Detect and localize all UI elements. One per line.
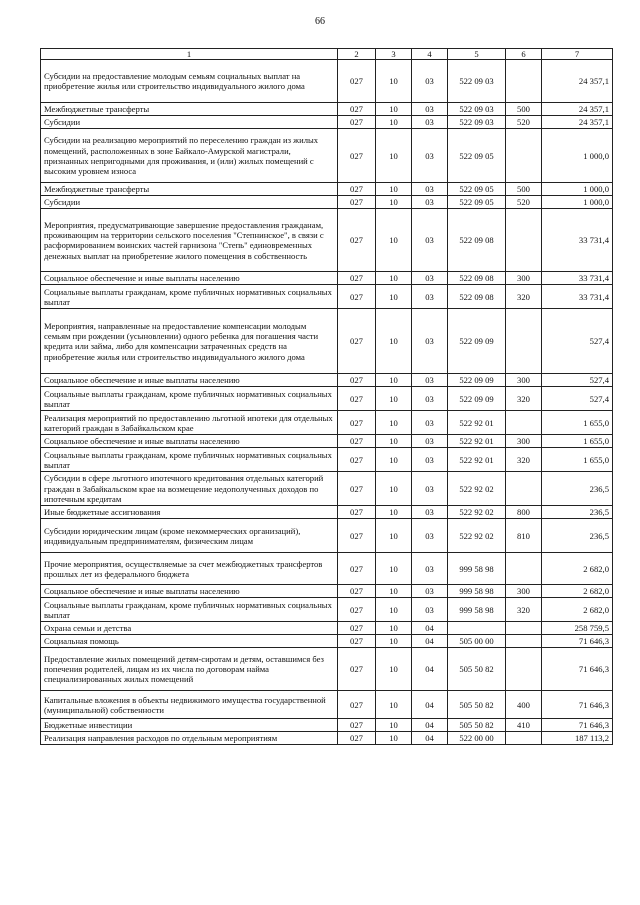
section-code: 10 <box>376 553 412 585</box>
expense-type-code: 300 <box>506 585 542 598</box>
expense-type-code <box>506 732 542 745</box>
target-item-code: 522 09 05 <box>448 129 506 183</box>
subsection-code: 03 <box>412 598 448 622</box>
target-item-code: 999 58 98 <box>448 585 506 598</box>
amount: 1 655,0 <box>542 448 613 472</box>
section-code: 10 <box>376 116 412 129</box>
chief-admin-code: 027 <box>338 719 376 732</box>
row-name: Социальная помощь <box>41 635 338 648</box>
table-row <box>41 622 613 635</box>
table-row <box>41 129 613 183</box>
target-item-code: 522 92 02 <box>448 472 506 506</box>
table-row <box>41 374 613 387</box>
target-item-code: 522 09 05 <box>448 183 506 196</box>
section-code: 10 <box>376 472 412 506</box>
subsection-code: 03 <box>412 387 448 411</box>
section-code: 10 <box>376 209 412 272</box>
table-row <box>41 387 613 411</box>
amount: 2 682,0 <box>542 553 613 585</box>
amount: 1 000,0 <box>542 196 613 209</box>
section-code: 10 <box>376 585 412 598</box>
subsection-code: 04 <box>412 635 448 648</box>
chief-admin-code: 027 <box>338 183 376 196</box>
column-header: 5 <box>448 49 506 60</box>
row-name: Прочие мероприятия, осуществляемые за счет межбюджетных трансфертов прошлых лет из федерального бюджета <box>41 553 338 585</box>
section-code: 10 <box>376 598 412 622</box>
chief-admin-code: 027 <box>338 553 376 585</box>
expense-type-code: 500 <box>506 183 542 196</box>
row-name: Субсидии на реализацию мероприятий по переселению граждан из жилых помещений, расположенных в зоне Байкало-Амурской магистрали, признанных непригодными для проживания, и (или) жилых помещений с высоким уровнем износа <box>41 129 338 183</box>
row-name: Социальные выплаты гражданам, кроме публичных нормативных социальных выплат <box>41 387 338 411</box>
table-row <box>41 635 613 648</box>
subsection-code: 04 <box>412 648 448 691</box>
section-code: 10 <box>376 196 412 209</box>
expense-type-code <box>506 648 542 691</box>
column-header: 2 <box>338 49 376 60</box>
row-name: Предоставление жилых помещений детям-сиротам и детям, оставшимся без попечения родителей, лицам из их числа по договорам найма специализированных жилых помещений <box>41 648 338 691</box>
expense-type-code: 300 <box>506 272 542 285</box>
row-name: Межбюджетные трансферты <box>41 103 338 116</box>
amount: 24 357,1 <box>542 60 613 103</box>
expense-type-code: 320 <box>506 285 542 309</box>
row-name: Субсидии в сфере льготного ипотечного кредитования отдельных категорий граждан в Забайкальском крае на возмещение недополученных доходов по ипотечным кредитам <box>41 472 338 506</box>
target-item-code: 522 09 09 <box>448 374 506 387</box>
expense-type-code: 410 <box>506 719 542 732</box>
target-item-code: 522 09 03 <box>448 103 506 116</box>
table-row <box>41 209 613 272</box>
row-name: Социальное обеспечение и иные выплаты населению <box>41 374 338 387</box>
chief-admin-code: 027 <box>338 387 376 411</box>
row-name: Субсидии на предоставление молодым семьям социальных выплат на приобретение жилья или строительство индивидуального жилого дома <box>41 60 338 103</box>
target-item-code: 999 58 98 <box>448 598 506 622</box>
section-code: 10 <box>376 411 412 435</box>
section-code: 10 <box>376 103 412 116</box>
amount: 258 759,5 <box>542 622 613 635</box>
row-name: Социальные выплаты гражданам, кроме публичных нормативных социальных выплат <box>41 598 338 622</box>
subsection-code: 03 <box>412 116 448 129</box>
row-name: Социальные выплаты гражданам, кроме публичных нормативных социальных выплат <box>41 448 338 472</box>
chief-admin-code: 027 <box>338 103 376 116</box>
expense-type-code <box>506 553 542 585</box>
row-name: Реализация мероприятий по предоставлению льготной ипотеки для отдельных категорий граждан в Забайкальском крае <box>41 411 338 435</box>
target-item-code: 522 92 01 <box>448 435 506 448</box>
expense-type-code <box>506 209 542 272</box>
table-header-row <box>41 49 613 60</box>
subsection-code: 03 <box>412 196 448 209</box>
subsection-code: 03 <box>412 506 448 519</box>
subsection-code: 03 <box>412 553 448 585</box>
amount: 24 357,1 <box>542 116 613 129</box>
section-code: 10 <box>376 374 412 387</box>
target-item-code: 522 92 01 <box>448 448 506 472</box>
table-row <box>41 309 613 374</box>
target-item-code: 522 09 09 <box>448 387 506 411</box>
row-name: Социальное обеспечение и иные выплаты населению <box>41 272 338 285</box>
chief-admin-code: 027 <box>338 691 376 719</box>
table-row <box>41 103 613 116</box>
amount: 1 655,0 <box>542 411 613 435</box>
amount: 33 731,4 <box>542 285 613 309</box>
expense-type-code: 400 <box>506 691 542 719</box>
section-code: 10 <box>376 60 412 103</box>
expense-type-code: 520 <box>506 196 542 209</box>
table-row <box>41 472 613 506</box>
row-name: Субсидии <box>41 116 338 129</box>
row-name: Субсидии <box>41 196 338 209</box>
row-name: Реализация направления расходов по отдельным мероприятиям <box>41 732 338 745</box>
section-code: 10 <box>376 719 412 732</box>
chief-admin-code: 027 <box>338 309 376 374</box>
amount: 236,5 <box>542 519 613 553</box>
target-item-code: 522 09 09 <box>448 309 506 374</box>
expense-type-code: 320 <box>506 598 542 622</box>
row-name: Капитальные вложения в объекты недвижимого имущества государственной (муниципальной) собственности <box>41 691 338 719</box>
target-item-code: 522 92 02 <box>448 506 506 519</box>
target-item-code: 522 09 05 <box>448 196 506 209</box>
expense-type-code <box>506 60 542 103</box>
table-row <box>41 285 613 309</box>
subsection-code: 03 <box>412 272 448 285</box>
section-code: 10 <box>376 448 412 472</box>
chief-admin-code: 027 <box>338 209 376 272</box>
amount: 1 655,0 <box>542 435 613 448</box>
subsection-code: 03 <box>412 103 448 116</box>
subsection-code: 04 <box>412 691 448 719</box>
table-row <box>41 719 613 732</box>
column-header: 3 <box>376 49 412 60</box>
expense-type-code: 320 <box>506 387 542 411</box>
amount: 187 113,2 <box>542 732 613 745</box>
table-row <box>41 196 613 209</box>
row-name: Мероприятия, направленные на предоставление компенсации молодым семьям при рождении (усыновлении) одного ребенка для погашения части кредита или займа, либо для компенсации затраченных средств на приобретение жилья или строительство индивидуального жилого дома <box>41 309 338 374</box>
expense-type-code: 520 <box>506 116 542 129</box>
expense-type-code: 500 <box>506 103 542 116</box>
section-code: 10 <box>376 129 412 183</box>
chief-admin-code: 027 <box>338 116 376 129</box>
target-item-code: 505 50 82 <box>448 648 506 691</box>
subsection-code: 04 <box>412 732 448 745</box>
amount: 33 731,4 <box>542 209 613 272</box>
amount: 1 000,0 <box>542 129 613 183</box>
table-row <box>41 506 613 519</box>
target-item-code: 999 58 98 <box>448 553 506 585</box>
chief-admin-code: 027 <box>338 732 376 745</box>
section-code: 10 <box>376 691 412 719</box>
page-number: 66 <box>315 16 325 27</box>
amount: 527,4 <box>542 387 613 411</box>
row-name: Охрана семьи и детства <box>41 622 338 635</box>
section-code: 10 <box>376 272 412 285</box>
chief-admin-code: 027 <box>338 196 376 209</box>
table-row <box>41 435 613 448</box>
subsection-code: 03 <box>412 129 448 183</box>
row-name: Иные бюджетные ассигнования <box>41 506 338 519</box>
chief-admin-code: 027 <box>338 272 376 285</box>
chief-admin-code: 027 <box>338 129 376 183</box>
expense-type-code <box>506 411 542 435</box>
section-code: 10 <box>376 648 412 691</box>
column-header: 4 <box>412 49 448 60</box>
target-item-code <box>448 622 506 635</box>
subsection-code: 03 <box>412 183 448 196</box>
chief-admin-code: 027 <box>338 285 376 309</box>
table-row <box>41 448 613 472</box>
amount: 236,5 <box>542 506 613 519</box>
row-name: Межбюджетные трансферты <box>41 183 338 196</box>
expense-type-code <box>506 622 542 635</box>
section-code: 10 <box>376 506 412 519</box>
section-code: 10 <box>376 285 412 309</box>
amount: 24 357,1 <box>542 103 613 116</box>
target-item-code: 505 00 00 <box>448 635 506 648</box>
table-row <box>41 598 613 622</box>
subsection-code: 03 <box>412 519 448 553</box>
subsection-code: 03 <box>412 209 448 272</box>
expense-type-code <box>506 472 542 506</box>
subsection-code: 03 <box>412 285 448 309</box>
table-row <box>41 553 613 585</box>
chief-admin-code: 027 <box>338 60 376 103</box>
section-code: 10 <box>376 435 412 448</box>
table-row <box>41 116 613 129</box>
amount: 236,5 <box>542 472 613 506</box>
section-code: 10 <box>376 519 412 553</box>
expense-type-code <box>506 635 542 648</box>
chief-admin-code: 027 <box>338 598 376 622</box>
amount: 71 646,3 <box>542 719 613 732</box>
amount: 2 682,0 <box>542 585 613 598</box>
row-name: Социальное обеспечение и иные выплаты населению <box>41 435 338 448</box>
chief-admin-code: 027 <box>338 435 376 448</box>
target-item-code: 505 50 82 <box>448 719 506 732</box>
subsection-code: 03 <box>412 374 448 387</box>
subsection-code: 03 <box>412 448 448 472</box>
target-item-code: 522 92 01 <box>448 411 506 435</box>
target-item-code: 522 00 00 <box>448 732 506 745</box>
table-row <box>41 585 613 598</box>
column-header: 7 <box>542 49 613 60</box>
table-row <box>41 732 613 745</box>
budget-table <box>40 48 613 745</box>
chief-admin-code: 027 <box>338 506 376 519</box>
amount: 1 000,0 <box>542 183 613 196</box>
table-row <box>41 60 613 103</box>
chief-admin-code: 027 <box>338 374 376 387</box>
target-item-code: 522 09 08 <box>448 272 506 285</box>
target-item-code: 522 09 03 <box>448 60 506 103</box>
amount: 2 682,0 <box>542 598 613 622</box>
table-row <box>41 183 613 196</box>
table-row <box>41 691 613 719</box>
target-item-code: 522 09 03 <box>448 116 506 129</box>
subsection-code: 03 <box>412 585 448 598</box>
expense-type-code: 320 <box>506 448 542 472</box>
chief-admin-code: 027 <box>338 411 376 435</box>
row-name: Субсидии юридическим лицам (кроме некоммерческих организаций), индивидуальным предпринимателям, физическим лицам <box>41 519 338 553</box>
row-name: Мероприятия, предусматривающие завершение предоставления гражданам, проживающим на территории сельского поселения "Степнинское", в связи с расформированием воинских частей гарнизона "Степь" единовременных денежных выплат на приобретение жилого помещения в собственность <box>41 209 338 272</box>
amount: 71 646,3 <box>542 648 613 691</box>
expense-type-code: 800 <box>506 506 542 519</box>
subsection-code: 04 <box>412 719 448 732</box>
table-row <box>41 519 613 553</box>
section-code: 10 <box>376 732 412 745</box>
table-row <box>41 272 613 285</box>
expense-type-code: 810 <box>506 519 542 553</box>
amount: 527,4 <box>542 374 613 387</box>
column-header: 1 <box>41 49 338 60</box>
subsection-code: 03 <box>412 472 448 506</box>
chief-admin-code: 027 <box>338 519 376 553</box>
amount: 527,4 <box>542 309 613 374</box>
section-code: 10 <box>376 183 412 196</box>
section-code: 10 <box>376 635 412 648</box>
section-code: 10 <box>376 622 412 635</box>
section-code: 10 <box>376 309 412 374</box>
subsection-code: 03 <box>412 309 448 374</box>
chief-admin-code: 027 <box>338 448 376 472</box>
expense-type-code <box>506 309 542 374</box>
target-item-code: 522 09 08 <box>448 285 506 309</box>
amount: 71 646,3 <box>542 635 613 648</box>
chief-admin-code: 027 <box>338 585 376 598</box>
expense-type-code: 300 <box>506 374 542 387</box>
subsection-code: 04 <box>412 622 448 635</box>
expense-type-code: 300 <box>506 435 542 448</box>
target-item-code: 522 92 02 <box>448 519 506 553</box>
column-header: 6 <box>506 49 542 60</box>
row-name: Бюджетные инвестиции <box>41 719 338 732</box>
amount: 33 731,4 <box>542 272 613 285</box>
expense-type-code <box>506 129 542 183</box>
table-row <box>41 411 613 435</box>
row-name: Социальное обеспечение и иные выплаты населению <box>41 585 338 598</box>
amount: 71 646,3 <box>542 691 613 719</box>
target-item-code: 522 09 08 <box>448 209 506 272</box>
chief-admin-code: 027 <box>338 635 376 648</box>
table-row <box>41 648 613 691</box>
chief-admin-code: 027 <box>338 648 376 691</box>
subsection-code: 03 <box>412 435 448 448</box>
row-name: Социальные выплаты гражданам, кроме публичных нормативных социальных выплат <box>41 285 338 309</box>
section-code: 10 <box>376 387 412 411</box>
chief-admin-code: 027 <box>338 622 376 635</box>
chief-admin-code: 027 <box>338 472 376 506</box>
target-item-code: 505 50 82 <box>448 691 506 719</box>
subsection-code: 03 <box>412 411 448 435</box>
subsection-code: 03 <box>412 60 448 103</box>
